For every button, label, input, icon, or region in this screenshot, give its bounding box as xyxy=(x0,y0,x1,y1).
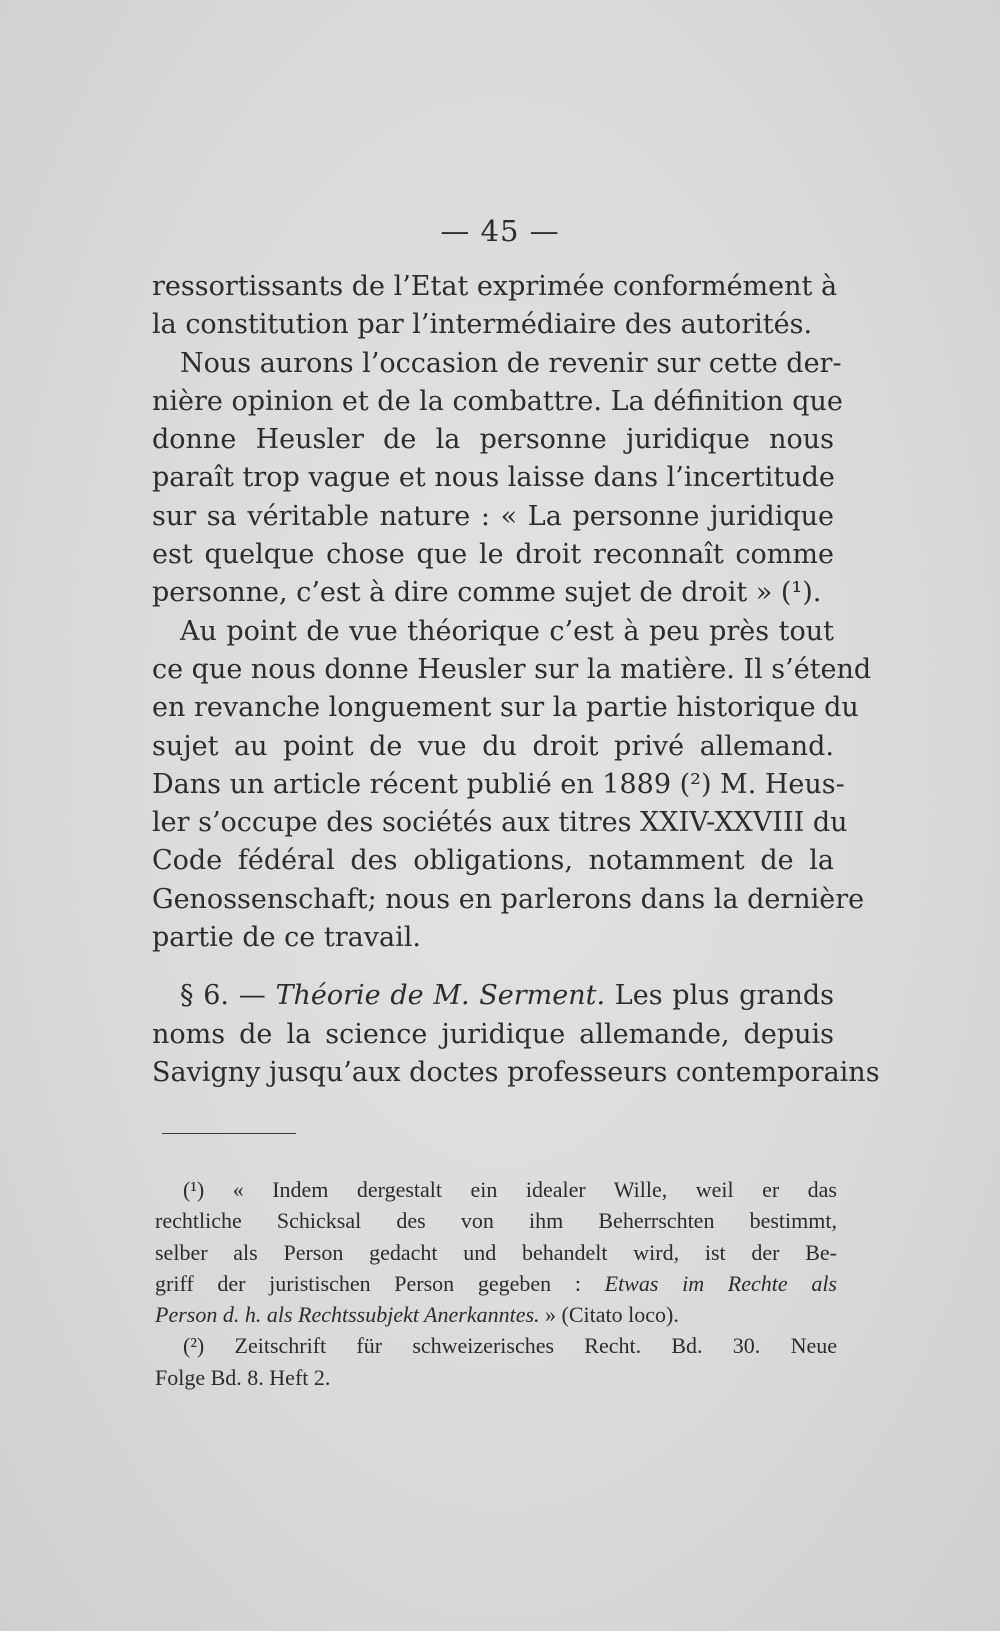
section-prefix: § 6. — xyxy=(180,980,276,1012)
section-title: Théorie de M. Serment. xyxy=(275,980,606,1012)
body-lines xyxy=(152,268,872,957)
page-number: — 45 — xyxy=(440,214,560,248)
footnote-1-quote: Person d. h. als Rechtssubjekt Anerkanntes. xyxy=(155,1302,540,1328)
body-line: donne Heusler de la personne juridique nous xyxy=(152,424,834,456)
footnote-1-citation: » (Citato loco). xyxy=(539,1302,679,1328)
body-text xyxy=(152,268,880,1092)
footnote-rule xyxy=(162,1133,296,1134)
section-gap xyxy=(152,957,834,977)
body-line: paraît trop vague et nous laisse dans l’incertitude xyxy=(152,462,835,494)
footnote-1-line: rechtliche Schicksal des von ihm Beherrschten bestimmt, xyxy=(155,1208,837,1234)
footnote-1-line xyxy=(155,1268,837,1299)
body-line: est quelque chose que le droit reconnaît comme xyxy=(152,539,834,571)
body-line: ler s’occupe des sociétés aux titres XXIV-XXVIII du xyxy=(152,807,848,839)
body-line: la constitution par l’intermédiaire des autorités. xyxy=(152,309,813,341)
footnote-1-line: (¹) « Indem dergestalt ein idealer Wille, weil er das xyxy=(183,1177,837,1202)
footnotes xyxy=(155,1174,837,1393)
section-line: Savigny jusqu’aux doctes professeurs contemporains xyxy=(152,1056,880,1088)
footnote-1-text: griff der juristischen Person gegeben : xyxy=(155,1270,605,1296)
body-line: Nous aurons l’occasion de revenir sur cette der- xyxy=(180,347,842,379)
body-line: Code fédéral des obligations, notamment de la xyxy=(152,845,834,877)
section-first-line-rest: Les plus grands xyxy=(605,980,834,1012)
body-line: partie de ce travail. xyxy=(152,922,421,954)
body-line: sur sa véritable nature : « La personne juridique xyxy=(152,500,834,532)
section-heading-line xyxy=(152,977,834,1015)
footnote-1-line xyxy=(155,1299,837,1330)
footnote-1-line: selber als Person gedacht und behandelt wird, ist der Be- xyxy=(155,1239,837,1265)
body-line: personne, c’est à dire comme sujet de droit » (¹). xyxy=(152,577,822,609)
body-line: sujet au point de vue du droit privé allemand. xyxy=(152,730,834,762)
footnote-2-line: (²) Zeitschrift für schweizerisches Recht. Bd. 30. Neue xyxy=(183,1333,837,1359)
body-line: nière opinion et de la combattre. La définition que xyxy=(152,385,843,417)
body-line: Genossenschaft; nous en parlerons dans la dernière xyxy=(152,883,865,915)
body-line: en revanche longuement sur la partie historique du xyxy=(152,692,859,724)
footnote-2-line: Folge Bd. 8. Heft 2. xyxy=(155,1364,331,1390)
footnote-1-quote: Etwas im Rechte als xyxy=(604,1270,837,1296)
body-line: Au point de vue théorique c’est à peu près tout xyxy=(180,615,834,647)
body-line: ce que nous donne Heusler sur la matière. Il s’étend xyxy=(152,653,872,685)
body-line: Dans un article récent publié en 1889 (²) M. Heus- xyxy=(152,768,845,800)
section-line: noms de la science juridique allemande, depuis xyxy=(152,1018,834,1050)
body-line: ressortissants de l’Etat exprimée conformément à xyxy=(152,271,838,302)
